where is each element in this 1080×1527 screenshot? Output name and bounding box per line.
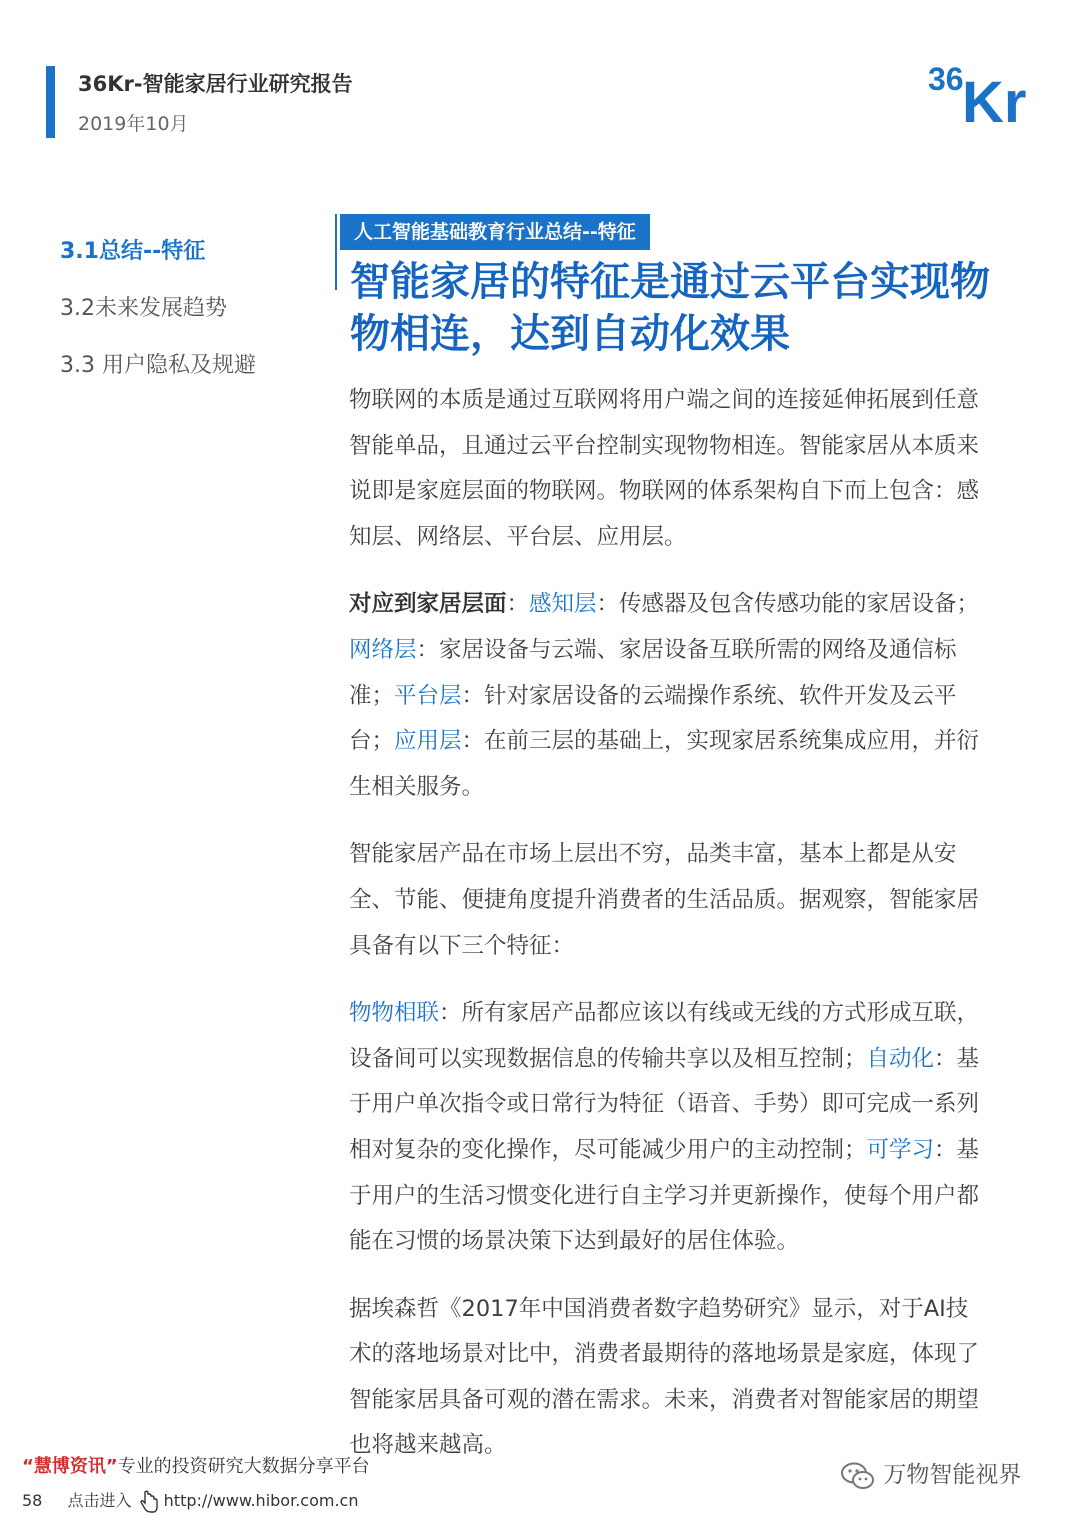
desc-application-layer: ：在前三层的基础上，实现家居系统集成应用，并衍生相关服务。 bbox=[349, 728, 980, 800]
paragraph-market-overview: 智能家居产品在市场上层出不穷，品类丰富，基本上都是从安全、节能、便捷角度提升消费者的生活品质。据观察，智能家居具备有以下三个特征： bbox=[349, 841, 980, 959]
enter-text: 点击进入 bbox=[67, 1491, 132, 1510]
logo-text-small: 36 bbox=[928, 61, 964, 97]
term-network-layer: 网络层 bbox=[349, 636, 417, 663]
layers-sep: ： bbox=[506, 591, 530, 618]
footer-brand[interactable]: 慧博资讯 bbox=[33, 1456, 106, 1477]
toc-item-summary-features[interactable]: 3.1总结--特征 bbox=[60, 239, 206, 264]
section-divider bbox=[335, 214, 337, 290]
layers-lead: 对应到家居层面 bbox=[349, 591, 507, 618]
desc-perception-layer: ：传感器及包含传感功能的家居设备； bbox=[596, 591, 980, 618]
page-number: 58 bbox=[22, 1491, 43, 1510]
footer-url-link[interactable]: http://www.hibor.com.cn bbox=[163, 1491, 359, 1510]
toc-item-privacy[interactable]: 3.3 用户隐私及规避 bbox=[60, 353, 256, 378]
36kr-logo bbox=[926, 56, 1040, 128]
paragraph-iot-essence: 物联网的本质是通过互联网将用户端之间的连接延伸拓展到任意智能单品，且通过云平台控制实现物物相连。智能家居从本质来说即是家庭层面的物联网。物联网的体系架构自下而上包含：感知层、网络层、平台层、应用层。 bbox=[349, 387, 980, 550]
term-application-layer: 应用层 bbox=[394, 728, 462, 755]
paragraph-accenture-survey: 据埃森哲《2017年中国消费者数字趋势研究》显示，对于AI技术的落地场景对比中，消费者最期待的落地场景是家庭，体现了智能家居具备可观的潜在需求。未来，消费者对智能家居的期望也将越来越高。 bbox=[349, 1295, 980, 1459]
footer-slogan: 专业的投资研究大数据分享平台 bbox=[117, 1456, 370, 1477]
wechat-account bbox=[840, 1456, 1021, 1491]
desc-platform-layer: ：针对家居设备的云端操作系统、软件开发及云平台； bbox=[349, 682, 957, 755]
footer-brand-open-quote: “ bbox=[22, 1456, 34, 1477]
footer-brand-line bbox=[22, 1452, 370, 1478]
term-automation: 自动化 bbox=[866, 1045, 935, 1072]
desc-interconnection: ：所有家居产品都应该以有线或无线的方式形成互联，设备间可以实现数据信息的传输共享以及相互控制； bbox=[349, 1000, 980, 1072]
paragraph-home-layers bbox=[349, 582, 989, 810]
footer-link-line bbox=[22, 1488, 358, 1514]
toc-item-future-trends[interactable]: 3.2未来发展趋势 bbox=[60, 296, 227, 321]
section-tag: 人工智能基础教育行业总结--特征 bbox=[340, 214, 650, 250]
header-accent-bar bbox=[46, 66, 55, 138]
report-title: 36Kr-智能家居行业研究报告 bbox=[78, 72, 353, 96]
term-learnable: 可学习 bbox=[866, 1136, 935, 1163]
paragraph-three-features bbox=[349, 991, 989, 1265]
desc-automation: ：基于用户单次指令或日常行为特征（语音、手势）即可完成一系列相对复杂的变化操作，尽可能减少用户的主动控制； bbox=[349, 1045, 980, 1163]
term-platform-layer: 平台层 bbox=[394, 682, 462, 709]
wechat-account-name: 万物智能视界 bbox=[883, 1462, 1022, 1488]
desc-learnable: ：基于用户的生活习惯变化进行自主学习并更新操作，使每个用户都能在习惯的场景决策下达到最好的居住体验。 bbox=[349, 1136, 980, 1255]
term-interconnection: 物物相联 bbox=[349, 1000, 440, 1027]
logo-text-large: Kr bbox=[962, 70, 1027, 128]
article-body bbox=[349, 378, 989, 1491]
pointing-hand-icon bbox=[137, 1490, 159, 1514]
section-headline: 智能家居的特征是通过云平台实现物物相连，达到自动化效果 bbox=[350, 259, 990, 357]
desc-network-layer: ：家居设备与云端、家居设备互联所需的网络及通信标准； bbox=[349, 636, 957, 709]
footer-brand-close-quote: ” bbox=[105, 1456, 118, 1477]
wechat-icon bbox=[840, 1461, 876, 1491]
report-date: 2019年10月 bbox=[78, 113, 189, 135]
term-perception-layer: 感知层 bbox=[529, 591, 597, 618]
table-of-contents bbox=[60, 232, 256, 403]
